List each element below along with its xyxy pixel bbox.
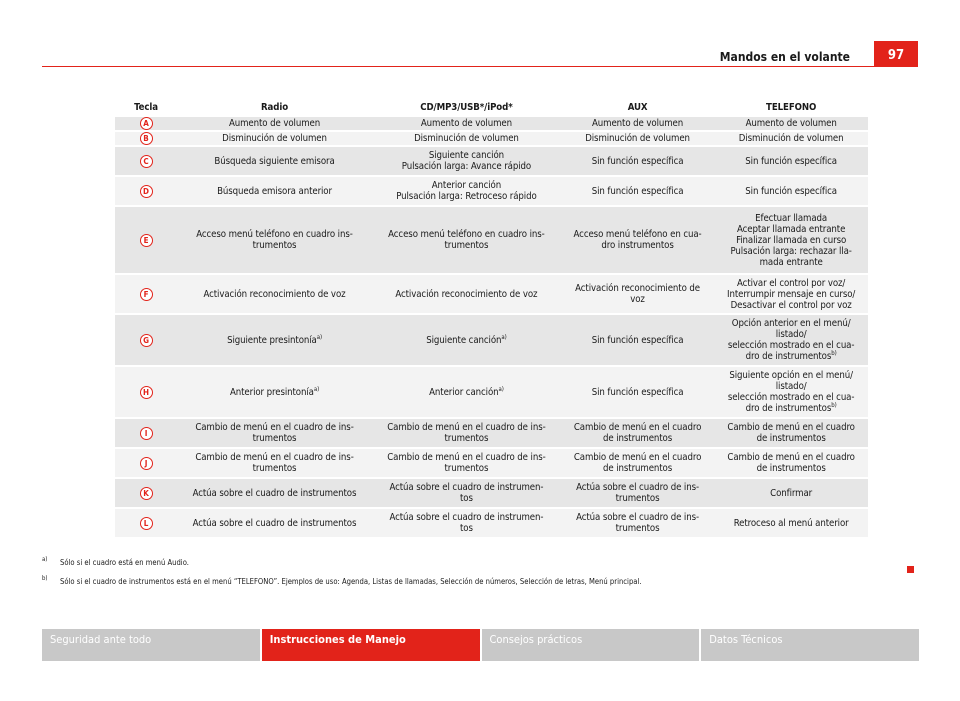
cd-cell	[372, 177, 561, 205]
radio-cell	[177, 479, 372, 507]
key-cell	[115, 367, 177, 417]
key-badge: K	[140, 487, 153, 500]
cd-cell-text: Cambio de menú en el cuadro de ins- trumentos	[387, 422, 546, 444]
telefono-cell	[714, 479, 868, 507]
footnote-a: a) Sólo si el cuadro está en menú Audio.	[42, 556, 189, 567]
section-end-marker	[907, 566, 914, 573]
footnote-ref: a)	[316, 333, 322, 341]
radio-cell-text: Actúa sobre el cuadro de instrumentos	[192, 487, 357, 499]
page-title: Mandos en el volante	[719, 50, 850, 64]
telefono-cell-text: Disminución de volumen	[738, 133, 844, 144]
cd-cell	[372, 315, 561, 365]
footnote-ref: b)	[831, 401, 837, 409]
telefono-cell	[714, 367, 868, 417]
table-row	[115, 479, 868, 507]
telefono-cell-text: Sin función específica	[745, 155, 837, 167]
telefono-cell-text: Siguiente opción en el menú/ listado/ selección mostrado en el cua- dro de instrumentos	[727, 370, 855, 414]
footnote-ref: a)	[313, 385, 320, 393]
radio-cell-text: Aumento de volumen	[228, 118, 321, 129]
cd-cell-text: Siguiente canción	[426, 334, 502, 346]
telefono-cell	[714, 419, 868, 447]
aux-cell	[561, 315, 714, 365]
cd-cell	[372, 275, 561, 313]
radio-cell	[177, 147, 372, 175]
aux-cell	[561, 509, 714, 537]
key-cell	[115, 315, 177, 365]
radio-cell-text: Disminución de volumen	[222, 133, 327, 144]
cd-cell	[372, 449, 561, 477]
cd-cell	[372, 509, 561, 537]
aux-cell	[561, 275, 714, 313]
cd-cell-text: Siguiente canción Pulsación larga: Avance rápido	[401, 150, 532, 172]
footnote-text: Sólo si el cuadro está en menú Audio.	[60, 558, 189, 567]
key-cell	[115, 117, 177, 130]
aux-cell-text: Cambio de menú en el cuadro de instrumentos	[573, 452, 702, 474]
cd-cell-text: Anterior canción	[429, 386, 499, 398]
cd-cell	[372, 419, 561, 447]
radio-cell	[177, 207, 372, 273]
cd-cell	[372, 479, 561, 507]
cd-cell-text: Actúa sobre el cuadro de instrumen- tos	[389, 482, 544, 504]
cd-cell	[372, 132, 561, 145]
cd-cell-text: Acceso menú teléfono en cuadro ins- trumentos	[388, 229, 545, 251]
key-cell	[115, 132, 177, 145]
telefono-cell-text: Activar el control por voz/ Interrumpir mensaje en curso/ Desactivar el control por voz	[727, 277, 856, 311]
column-header-key: Tecla	[115, 100, 177, 115]
telefono-cell	[714, 117, 868, 130]
table-row	[115, 419, 868, 447]
aux-cell	[561, 177, 714, 205]
radio-cell	[177, 275, 372, 313]
table-row	[115, 275, 868, 313]
cd-cell-text: Cambio de menú en el cuadro de ins- trumentos	[387, 452, 546, 474]
telefono-cell-text: Confirmar	[770, 487, 813, 499]
key-badge: I	[140, 427, 153, 440]
aux-cell-text: Activación reconocimiento de voz	[575, 283, 700, 305]
radio-cell	[177, 509, 372, 537]
telefono-cell-text: Cambio de menú en el cuadro de instrumentos	[727, 422, 855, 444]
aux-cell-text: Disminución de volumen	[585, 133, 690, 144]
aux-cell	[561, 449, 714, 477]
radio-cell-text: Activación reconocimiento de voz	[203, 288, 346, 300]
key-cell	[115, 479, 177, 507]
aux-cell-text: Aumento de volumen	[591, 118, 684, 129]
key-cell	[115, 419, 177, 447]
table-row	[115, 147, 868, 175]
column-header-cd: CD/MP3/USB*/iPod*	[372, 100, 561, 115]
key-badge: C	[140, 155, 153, 168]
key-cell	[115, 509, 177, 537]
aux-cell	[561, 207, 714, 273]
radio-cell-text: Actúa sobre el cuadro de instrumentos	[192, 517, 357, 529]
radio-cell-text: Cambio de menú en el cuadro de ins- trumentos	[195, 452, 354, 474]
telefono-cell-text: Retroceso al menú anterior	[733, 517, 849, 529]
page-number: 97	[874, 41, 918, 67]
table-header-row	[115, 100, 868, 115]
radio-cell	[177, 315, 372, 365]
aux-cell-text: Acceso menú teléfono en cua- dro instrumentos	[573, 229, 702, 251]
telefono-cell	[714, 449, 868, 477]
key-cell	[115, 177, 177, 205]
radio-cell-text: Anterior presintonía	[229, 386, 314, 398]
cd-cell	[372, 117, 561, 130]
bottom-navigation	[42, 629, 919, 661]
cd-cell-text: Aumento de volumen	[420, 118, 512, 129]
radio-cell	[177, 449, 372, 477]
aux-cell-text: Sin función específica	[591, 185, 684, 197]
radio-cell-text: Búsqueda emisora anterior	[217, 185, 332, 197]
radio-cell-text: Siguiente presintonía	[227, 334, 317, 346]
table-row	[115, 367, 868, 417]
key-badge: E	[140, 234, 153, 247]
radio-cell	[177, 367, 372, 417]
table-row	[115, 207, 868, 273]
key-badge: B	[140, 132, 153, 145]
cd-cell-text: Anterior canción Pulsación larga: Retroceso rápido	[396, 180, 537, 202]
telefono-cell	[714, 315, 868, 365]
table-row	[115, 315, 868, 365]
footnote-ref: a)	[498, 385, 504, 393]
aux-cell	[561, 147, 714, 175]
footnotes	[42, 558, 842, 596]
telefono-cell-text: Cambio de menú en el cuadro de instrumentos	[727, 452, 855, 474]
key-cell	[115, 275, 177, 313]
key-cell	[115, 207, 177, 273]
aux-cell-text: Cambio de menú en el cuadro de instrumentos	[573, 422, 702, 444]
key-badge: H	[140, 386, 153, 399]
footnote-text: Sólo si el cuadro de instrumentos está en el menú “TELEFONO”. Ejemplos de uso: Agenda, Listas de llamadas, Selección de números, Selección de letras, Menú principal.	[60, 577, 642, 586]
aux-cell	[561, 132, 714, 145]
column-header-aux: AUX	[561, 100, 714, 115]
aux-cell	[561, 479, 714, 507]
key-badge: A	[140, 117, 153, 130]
cd-cell-text: Disminución de volumen	[414, 133, 519, 144]
table-row	[115, 117, 868, 130]
telefono-cell-text: Efectuar llamada Aceptar llamada entrante Finalizar llamada en curso Pulsación larga: rechazar lla- mada entrante	[730, 212, 852, 268]
footnote-b: b) Sólo si el cuadro de instrumentos está en el menú “TELEFONO”. Ejemplos de uso: Agenda, Listas de llamadas, Selección de números, Selección de letras, Menú principal.	[42, 575, 642, 586]
cd-cell	[372, 147, 561, 175]
nav-tab-seguridad[interactable]: Seguridad ante todo	[42, 629, 260, 661]
table-row	[115, 449, 868, 477]
key-cell	[115, 147, 177, 175]
table-row	[115, 177, 868, 205]
radio-cell	[177, 132, 372, 145]
column-header-radio: Radio	[177, 100, 372, 115]
aux-cell	[561, 117, 714, 130]
aux-cell	[561, 419, 714, 447]
nav-tab-instrucciones[interactable]: Instrucciones de Manejo	[262, 629, 480, 661]
footnote-ref: a)	[501, 333, 507, 341]
telefono-cell	[714, 132, 868, 145]
radio-cell	[177, 177, 372, 205]
cd-cell	[372, 207, 561, 273]
telefono-cell	[714, 509, 868, 537]
radio-cell	[177, 419, 372, 447]
table-row	[115, 509, 868, 537]
nav-tab-datos[interactable]: Datos Técnicos	[701, 629, 919, 661]
table-body	[115, 117, 868, 537]
aux-cell-text: Actúa sobre el cuadro de ins- trumentos	[576, 482, 700, 504]
radio-cell	[177, 117, 372, 130]
aux-cell	[561, 367, 714, 417]
key-badge: G	[140, 334, 153, 347]
table-row	[115, 132, 868, 145]
nav-tab-consejos[interactable]: Consejos prácticos	[482, 629, 700, 661]
telefono-cell	[714, 177, 868, 205]
cd-cell-text: Activación reconocimiento de voz	[395, 288, 538, 300]
steering-controls-table	[115, 98, 868, 539]
aux-cell-text: Actúa sobre el cuadro de ins- trumentos	[576, 512, 700, 534]
radio-cell-text: Acceso menú teléfono en cuadro ins- trumentos	[196, 229, 353, 251]
header-divider	[42, 66, 874, 67]
telefono-cell-text: Aumento de volumen	[745, 118, 837, 129]
aux-cell-text: Sin función específica	[591, 386, 684, 398]
key-badge: F	[140, 288, 153, 301]
radio-cell-text: Búsqueda siguiente emisora	[214, 155, 335, 167]
key-badge: L	[140, 517, 153, 530]
key-badge: J	[140, 457, 153, 470]
radio-cell-text: Cambio de menú en el cuadro de ins- trumentos	[195, 422, 354, 444]
telefono-cell-text: Sin función específica	[745, 185, 837, 197]
footnote-ref: b)	[831, 349, 837, 357]
aux-cell-text: Sin función específica	[591, 334, 684, 346]
aux-cell-text: Sin función específica	[591, 155, 684, 167]
cd-cell	[372, 367, 561, 417]
cd-cell-text: Actúa sobre el cuadro de instrumen- tos	[389, 512, 544, 534]
telefono-cell	[714, 147, 868, 175]
telefono-cell-text: Opción anterior en el menú/ listado/ selección mostrado en el cua- dro de instrumentos	[727, 318, 855, 362]
telefono-cell	[714, 207, 868, 273]
key-cell	[115, 449, 177, 477]
column-header-telefono: TELEFONO	[714, 100, 868, 115]
telefono-cell	[714, 275, 868, 313]
key-badge: D	[140, 185, 153, 198]
